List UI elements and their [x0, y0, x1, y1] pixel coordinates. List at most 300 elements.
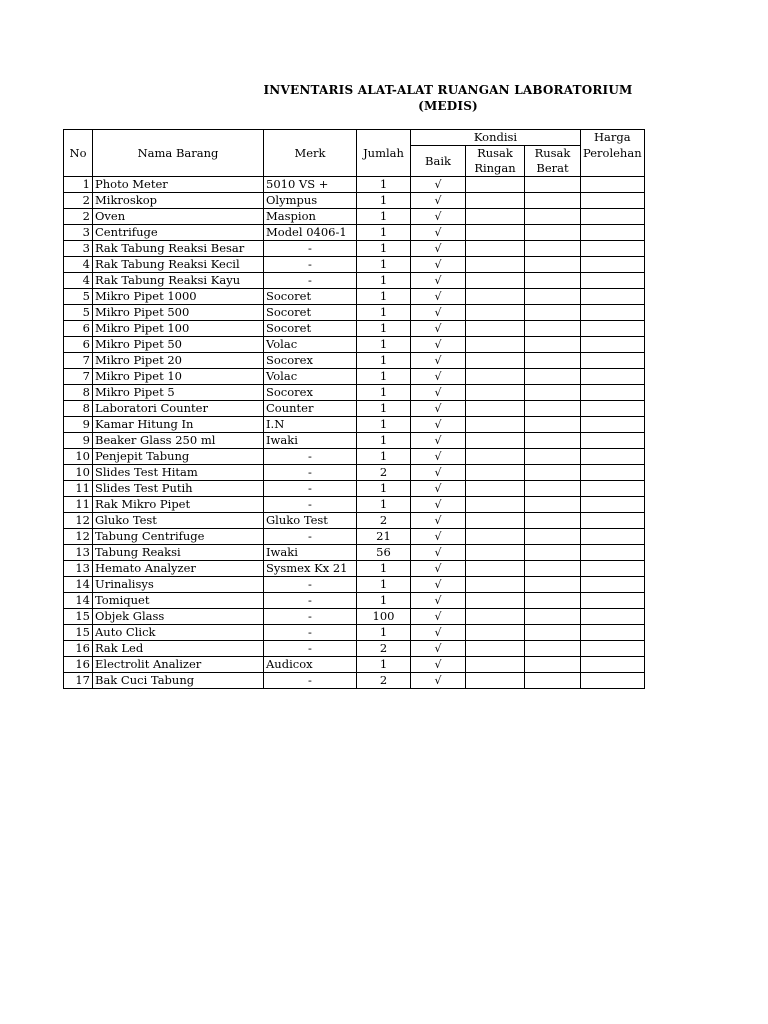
row-harga-perolehan: [581, 209, 645, 225]
row-rusak-ringan: [466, 657, 525, 673]
row-merk: Iwaki: [264, 545, 357, 561]
row-merk: -: [264, 449, 357, 465]
row-baik-check: √: [411, 529, 466, 545]
row-merk: Sysmex Kx 21: [264, 561, 357, 577]
table-row: [64, 321, 645, 337]
row-name: Penjepit Tabung: [93, 449, 264, 465]
row-rusak-ringan: [466, 225, 525, 241]
row-rusak-ringan: [466, 177, 525, 193]
row-rusak-berat: [525, 401, 581, 417]
row-name: Rak Tabung Reaksi Besar: [93, 241, 264, 257]
row-merk: -: [264, 609, 357, 625]
row-name: Mikro Pipet 1000: [93, 289, 264, 305]
row-rusak-ringan: [466, 289, 525, 305]
row-jumlah: 1: [357, 497, 411, 513]
row-jumlah: 1: [357, 417, 411, 433]
table-row: [64, 577, 645, 593]
row-baik-check: √: [411, 593, 466, 609]
row-rusak-berat: [525, 385, 581, 401]
table-row: [64, 673, 645, 689]
row-rusak-berat: [525, 593, 581, 609]
row-baik-check: √: [411, 369, 466, 385]
row-jumlah: 2: [357, 673, 411, 689]
row-jumlah: 1: [357, 289, 411, 305]
row-harga-perolehan: [581, 673, 645, 689]
row-baik-check: √: [411, 561, 466, 577]
row-merk: -: [264, 625, 357, 641]
row-merk: Socorex: [264, 353, 357, 369]
row-no: 8: [64, 385, 93, 401]
row-harga-perolehan: [581, 241, 645, 257]
row-name: Mikroskop: [93, 193, 264, 209]
row-no: 5: [64, 305, 93, 321]
row-harga-perolehan: [581, 337, 645, 353]
table-row: [64, 193, 645, 209]
row-jumlah: 56: [357, 545, 411, 561]
row-rusak-berat: [525, 513, 581, 529]
row-name: Gluko Test: [93, 513, 264, 529]
row-baik-check: √: [411, 609, 466, 625]
row-merk: -: [264, 673, 357, 689]
row-name: Rak Mikro Pipet: [93, 497, 264, 513]
row-harga-perolehan: [581, 641, 645, 657]
row-baik-check: √: [411, 305, 466, 321]
row-jumlah: 1: [357, 337, 411, 353]
row-no: 4: [64, 257, 93, 273]
row-no: 10: [64, 449, 93, 465]
row-rusak-ringan: [466, 433, 525, 449]
row-harga-perolehan: [581, 289, 645, 305]
row-baik-check: √: [411, 625, 466, 641]
row-no: 11: [64, 497, 93, 513]
row-merk: Maspion: [264, 209, 357, 225]
row-harga-perolehan: [581, 225, 645, 241]
row-baik-check: √: [411, 449, 466, 465]
row-no: 3: [64, 241, 93, 257]
row-merk: -: [264, 241, 357, 257]
row-jumlah: 1: [357, 481, 411, 497]
table-row: [64, 657, 645, 673]
row-harga-perolehan: [581, 385, 645, 401]
row-rusak-berat: [525, 417, 581, 433]
row-rusak-ringan: [466, 209, 525, 225]
row-rusak-ringan: [466, 609, 525, 625]
row-jumlah: 1: [357, 577, 411, 593]
row-merk: Socoret: [264, 321, 357, 337]
row-baik-check: √: [411, 337, 466, 353]
row-no: 8: [64, 401, 93, 417]
row-rusak-berat: [525, 465, 581, 481]
row-name: Tomiquet: [93, 593, 264, 609]
row-rusak-ringan: [466, 241, 525, 257]
row-rusak-berat: [525, 177, 581, 193]
row-jumlah: 1: [357, 305, 411, 321]
row-rusak-ringan: [466, 641, 525, 657]
table-row: [64, 433, 645, 449]
row-harga-perolehan: [581, 513, 645, 529]
header-baik: Baik: [411, 146, 466, 177]
row-merk: Gluko Test: [264, 513, 357, 529]
row-no: 16: [64, 657, 93, 673]
row-merk: Socorex: [264, 385, 357, 401]
row-jumlah: 1: [357, 433, 411, 449]
row-harga-perolehan: [581, 465, 645, 481]
row-jumlah: 1: [357, 257, 411, 273]
row-harga-perolehan: [581, 481, 645, 497]
row-rusak-ringan: [466, 273, 525, 289]
row-harga-perolehan: [581, 561, 645, 577]
table-row: [64, 353, 645, 369]
row-merk: -: [264, 577, 357, 593]
row-harga-perolehan: [581, 577, 645, 593]
row-no: 4: [64, 273, 93, 289]
row-no: 17: [64, 673, 93, 689]
row-name: Rak Tabung Reaksi Kayu: [93, 273, 264, 289]
row-rusak-berat: [525, 321, 581, 337]
row-merk: Audicox: [264, 657, 357, 673]
row-name: Laboratori Counter: [93, 401, 264, 417]
inventory-body: [64, 177, 645, 689]
row-harga-perolehan: [581, 369, 645, 385]
row-harga-perolehan: [581, 401, 645, 417]
row-baik-check: √: [411, 545, 466, 561]
row-harga-perolehan: [581, 545, 645, 561]
row-rusak-berat: [525, 369, 581, 385]
row-baik-check: √: [411, 257, 466, 273]
row-rusak-berat: [525, 305, 581, 321]
row-no: 15: [64, 625, 93, 641]
row-jumlah: 2: [357, 641, 411, 657]
row-merk: -: [264, 481, 357, 497]
row-jumlah: 100: [357, 609, 411, 625]
row-name: Bak Cuci Tabung: [93, 673, 264, 689]
table-row: [64, 561, 645, 577]
row-merk: -: [264, 257, 357, 273]
inventory-table: [63, 129, 645, 689]
table-row: [64, 641, 645, 657]
row-baik-check: √: [411, 465, 466, 481]
row-rusak-berat: [525, 241, 581, 257]
row-baik-check: √: [411, 289, 466, 305]
row-no: 7: [64, 369, 93, 385]
header-rusak-berat-line-2: Berat: [525, 161, 581, 177]
row-merk: -: [264, 497, 357, 513]
table-row: [64, 417, 645, 433]
title-line-2: (MEDIS): [418, 99, 478, 113]
row-harga-perolehan: [581, 257, 645, 273]
row-rusak-berat: [525, 449, 581, 465]
header-rusak-berat-line-1: Rusak: [525, 146, 581, 162]
row-rusak-ringan: [466, 481, 525, 497]
row-name: Mikro Pipet 5: [93, 385, 264, 401]
row-baik-check: √: [411, 417, 466, 433]
row-name: Urinalisys: [93, 577, 264, 593]
row-harga-perolehan: [581, 449, 645, 465]
row-baik-check: √: [411, 193, 466, 209]
title-line-1: INVENTARIS ALAT-ALAT RUANGAN LABORATORIUM: [263, 83, 633, 97]
row-harga-perolehan: [581, 417, 645, 433]
row-rusak-berat: [525, 577, 581, 593]
row-rusak-ringan: [466, 353, 525, 369]
row-jumlah: 2: [357, 465, 411, 481]
row-no: 3: [64, 225, 93, 241]
row-rusak-berat: [525, 609, 581, 625]
row-jumlah: 2: [357, 513, 411, 529]
row-jumlah: 1: [357, 273, 411, 289]
row-jumlah: 1: [357, 353, 411, 369]
row-no: 14: [64, 593, 93, 609]
row-no: 9: [64, 433, 93, 449]
row-rusak-ringan: [466, 561, 525, 577]
row-harga-perolehan: [581, 305, 645, 321]
header-harga-spacer: [581, 161, 645, 177]
row-jumlah: 21: [357, 529, 411, 545]
row-rusak-ringan: [466, 321, 525, 337]
row-jumlah: 1: [357, 369, 411, 385]
row-merk: Counter: [264, 401, 357, 417]
header-harga-line-1: Harga: [581, 130, 645, 146]
row-no: 6: [64, 321, 93, 337]
table-row: [64, 257, 645, 273]
row-baik-check: √: [411, 657, 466, 673]
table-row: [64, 449, 645, 465]
row-no: 15: [64, 609, 93, 625]
row-name: Mikro Pipet 50: [93, 337, 264, 353]
row-rusak-ringan: [466, 417, 525, 433]
row-jumlah: 1: [357, 593, 411, 609]
row-name: Hemato Analyzer: [93, 561, 264, 577]
row-merk: -: [264, 593, 357, 609]
row-rusak-ringan: [466, 497, 525, 513]
row-merk: Volac: [264, 337, 357, 353]
row-no: 2: [64, 193, 93, 209]
row-rusak-berat: [525, 481, 581, 497]
row-jumlah: 1: [357, 241, 411, 257]
table-row: [64, 305, 645, 321]
row-rusak-berat: [525, 273, 581, 289]
table-row: [64, 241, 645, 257]
table-row: [64, 401, 645, 417]
row-harga-perolehan: [581, 353, 645, 369]
row-rusak-berat: [525, 337, 581, 353]
header-merk: Merk: [264, 130, 357, 177]
row-rusak-berat: [525, 561, 581, 577]
row-jumlah: 1: [357, 177, 411, 193]
table-row: [64, 481, 645, 497]
table-row: [64, 609, 645, 625]
row-rusak-berat: [525, 353, 581, 369]
row-jumlah: 1: [357, 401, 411, 417]
row-baik-check: √: [411, 673, 466, 689]
row-merk: Model 0406-1: [264, 225, 357, 241]
table-row: [64, 289, 645, 305]
row-no: 6: [64, 337, 93, 353]
row-name: Rak Led: [93, 641, 264, 657]
document-title: [232, 82, 664, 114]
row-no: 5: [64, 289, 93, 305]
row-no: 1: [64, 177, 93, 193]
row-rusak-berat: [525, 497, 581, 513]
row-no: 13: [64, 561, 93, 577]
row-baik-check: √: [411, 209, 466, 225]
table-row: [64, 385, 645, 401]
row-name: Tabung Reaksi: [93, 545, 264, 561]
row-baik-check: √: [411, 401, 466, 417]
row-merk: Socoret: [264, 289, 357, 305]
row-baik-check: √: [411, 353, 466, 369]
row-name: Mikro Pipet 500: [93, 305, 264, 321]
row-harga-perolehan: [581, 497, 645, 513]
row-baik-check: √: [411, 177, 466, 193]
row-baik-check: √: [411, 641, 466, 657]
table-row: [64, 593, 645, 609]
row-rusak-ringan: [466, 529, 525, 545]
row-name: Mikro Pipet 100: [93, 321, 264, 337]
row-baik-check: √: [411, 273, 466, 289]
row-name: Slides Test Hitam: [93, 465, 264, 481]
row-merk: -: [264, 273, 357, 289]
row-harga-perolehan: [581, 657, 645, 673]
table-row: [64, 209, 645, 225]
row-jumlah: 1: [357, 385, 411, 401]
row-rusak-ringan: [466, 673, 525, 689]
row-jumlah: 1: [357, 625, 411, 641]
row-rusak-ringan: [466, 625, 525, 641]
row-harga-perolehan: [581, 625, 645, 641]
row-rusak-berat: [525, 193, 581, 209]
row-merk: Iwaki: [264, 433, 357, 449]
row-merk: -: [264, 465, 357, 481]
row-name: Kamar Hitung In: [93, 417, 264, 433]
row-jumlah: 1: [357, 225, 411, 241]
row-harga-perolehan: [581, 433, 645, 449]
header-kondisi: Kondisi: [411, 130, 581, 146]
table-row: [64, 497, 645, 513]
row-harga-perolehan: [581, 593, 645, 609]
table-row: [64, 369, 645, 385]
row-name: Slides Test Putih: [93, 481, 264, 497]
row-name: Rak Tabung Reaksi Kecil: [93, 257, 264, 273]
row-jumlah: 1: [357, 449, 411, 465]
row-rusak-berat: [525, 209, 581, 225]
row-rusak-berat: [525, 433, 581, 449]
table-row: [64, 513, 645, 529]
row-baik-check: √: [411, 225, 466, 241]
row-rusak-ringan: [466, 593, 525, 609]
row-no: 7: [64, 353, 93, 369]
row-baik-check: √: [411, 241, 466, 257]
row-no: 10: [64, 465, 93, 481]
row-name: Auto Click: [93, 625, 264, 641]
row-harga-perolehan: [581, 177, 645, 193]
row-rusak-ringan: [466, 513, 525, 529]
row-name: Beaker Glass 250 ml: [93, 433, 264, 449]
row-name: Photo Meter: [93, 177, 264, 193]
row-no: 16: [64, 641, 93, 657]
row-merk: Olympus: [264, 193, 357, 209]
row-rusak-ringan: [466, 369, 525, 385]
row-name: Mikro Pipet 10: [93, 369, 264, 385]
row-baik-check: √: [411, 513, 466, 529]
row-name: Electrolit Analizer: [93, 657, 264, 673]
row-name: Objek Glass: [93, 609, 264, 625]
header-jumlah: Jumlah: [357, 130, 411, 177]
row-merk: -: [264, 529, 357, 545]
row-name: Centrifuge: [93, 225, 264, 241]
table-row: [64, 625, 645, 641]
table-row: [64, 529, 645, 545]
header-rusak-ringan-line-2: Ringan: [466, 161, 525, 177]
row-rusak-berat: [525, 625, 581, 641]
row-harga-perolehan: [581, 609, 645, 625]
row-harga-perolehan: [581, 321, 645, 337]
row-jumlah: 1: [357, 193, 411, 209]
row-name: Tabung Centrifuge: [93, 529, 264, 545]
row-merk: Socoret: [264, 305, 357, 321]
row-no: 12: [64, 529, 93, 545]
row-baik-check: √: [411, 481, 466, 497]
row-rusak-berat: [525, 657, 581, 673]
row-no: 2: [64, 209, 93, 225]
row-baik-check: √: [411, 577, 466, 593]
header-nama-barang: Nama Barang: [93, 130, 264, 177]
header-no: No: [64, 130, 93, 177]
table-row: [64, 273, 645, 289]
row-name: Mikro Pipet 20: [93, 353, 264, 369]
row-rusak-berat: [525, 257, 581, 273]
row-baik-check: √: [411, 385, 466, 401]
header-rusak-ringan-line-1: Rusak: [466, 146, 525, 162]
row-jumlah: 1: [357, 321, 411, 337]
row-rusak-ringan: [466, 577, 525, 593]
row-rusak-ringan: [466, 545, 525, 561]
row-merk: I.N: [264, 417, 357, 433]
row-baik-check: √: [411, 497, 466, 513]
row-jumlah: 1: [357, 657, 411, 673]
row-no: 13: [64, 545, 93, 561]
row-merk: -: [264, 641, 357, 657]
row-no: 9: [64, 417, 93, 433]
row-rusak-ringan: [466, 193, 525, 209]
row-no: 14: [64, 577, 93, 593]
row-rusak-ringan: [466, 465, 525, 481]
row-no: 12: [64, 513, 93, 529]
row-baik-check: √: [411, 321, 466, 337]
row-merk: 5010 VS +: [264, 177, 357, 193]
row-name: Oven: [93, 209, 264, 225]
table-row: [64, 465, 645, 481]
row-no: 11: [64, 481, 93, 497]
row-baik-check: √: [411, 433, 466, 449]
row-rusak-ringan: [466, 449, 525, 465]
row-rusak-berat: [525, 673, 581, 689]
row-harga-perolehan: [581, 193, 645, 209]
row-jumlah: 1: [357, 209, 411, 225]
row-rusak-berat: [525, 529, 581, 545]
row-rusak-berat: [525, 641, 581, 657]
table-row: [64, 337, 645, 353]
row-rusak-berat: [525, 225, 581, 241]
table-row: [64, 225, 645, 241]
row-rusak-ringan: [466, 337, 525, 353]
row-rusak-ringan: [466, 401, 525, 417]
row-harga-perolehan: [581, 273, 645, 289]
table-row: [64, 177, 645, 193]
row-rusak-ringan: [466, 257, 525, 273]
row-rusak-berat: [525, 289, 581, 305]
row-merk: Volac: [264, 369, 357, 385]
row-harga-perolehan: [581, 529, 645, 545]
